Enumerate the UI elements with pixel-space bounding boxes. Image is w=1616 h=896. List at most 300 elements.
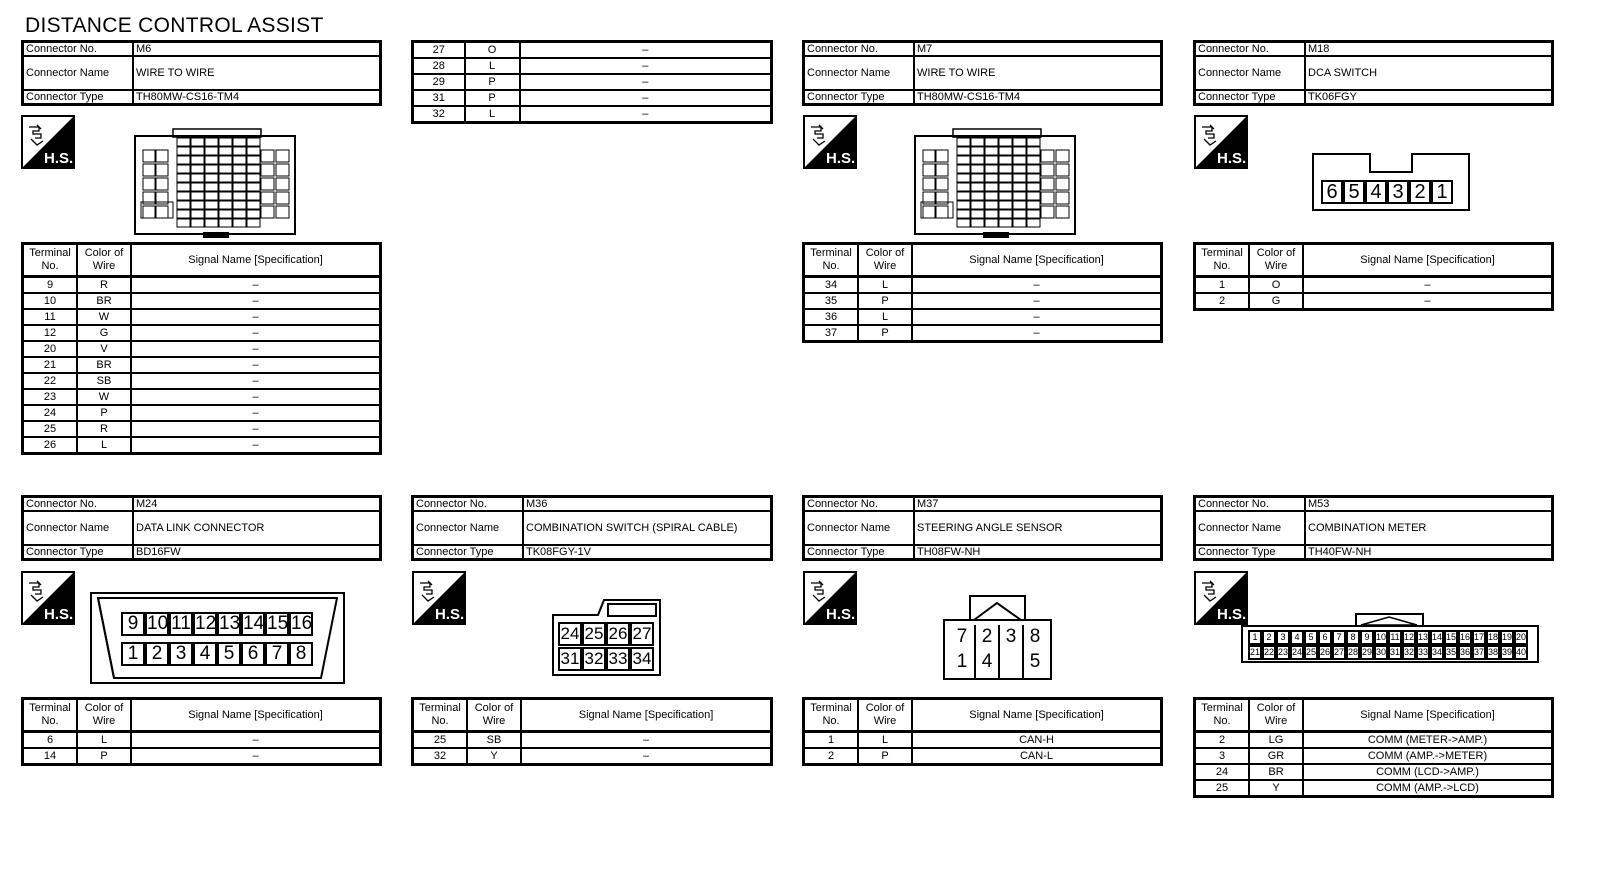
pin-cell: 16 xyxy=(1458,630,1472,645)
pin-row xyxy=(804,293,1162,309)
signal-name-cell: – xyxy=(131,732,381,749)
pin-cavity xyxy=(923,206,935,218)
pin-row xyxy=(950,650,1046,678)
pin-cell: 15 xyxy=(1444,630,1458,645)
pin-table xyxy=(802,242,1163,343)
connector-no-label: Connector No. xyxy=(804,42,915,57)
signal-name-cell: COMM (METER->AMP.) xyxy=(1303,732,1553,749)
pin-cavity xyxy=(177,219,190,227)
pin-cell: 33 xyxy=(606,647,630,671)
signal-name-cell: – xyxy=(520,90,772,106)
terminal-no-cell: 10 xyxy=(23,293,78,309)
pin-row xyxy=(23,357,381,373)
pin-cavity xyxy=(971,210,984,218)
pin-cell: 31 xyxy=(558,647,582,671)
pin-cavity xyxy=(261,206,274,218)
terminal-no-cell: 9 xyxy=(23,277,78,294)
pin-cell: 1 xyxy=(1248,630,1262,645)
wire-color-cell: L xyxy=(465,106,520,123)
pin-cell: 7 xyxy=(265,642,289,666)
pin-row xyxy=(804,277,1162,294)
wire-color-cell: SB xyxy=(467,732,521,749)
connector-m24-face-diagram xyxy=(90,592,345,684)
pin-cell: 27 xyxy=(1332,645,1346,660)
signal-name-cell: CAN-H xyxy=(912,732,1162,749)
pin-row xyxy=(1248,630,1528,645)
connector-name-value: COMBINATION METER xyxy=(1305,511,1553,545)
pin-cavity xyxy=(219,174,232,182)
connector-m7-panel xyxy=(802,40,1163,106)
pin-cavity xyxy=(205,165,218,173)
pin-cell: 16 xyxy=(291,613,313,634)
pin-cavity xyxy=(143,206,155,218)
pin-cavity xyxy=(985,138,998,146)
terminal-no-header: Terminal No. xyxy=(804,244,859,277)
pin-cavity xyxy=(936,164,948,176)
signal-name-header: Signal Name [Specification] xyxy=(1303,244,1553,277)
connector-header-table xyxy=(1193,40,1554,106)
terminal-no-header: Terminal No. xyxy=(1195,244,1250,277)
harness-side-svg xyxy=(23,117,73,167)
terminal-no-cell: 12 xyxy=(23,325,78,341)
wire-color-cell: BR xyxy=(77,357,131,373)
pin-cell: 29 xyxy=(1360,645,1374,660)
wire-color-cell: GR xyxy=(1249,748,1303,764)
pin-cavity xyxy=(156,178,168,190)
pin-cell: 28 xyxy=(1346,645,1360,660)
connector-type-label: Connector Type xyxy=(1195,90,1306,105)
pin-cavity xyxy=(1027,174,1040,182)
pin-cell: 4 xyxy=(974,650,998,678)
pin-cavity xyxy=(247,156,260,164)
connector-no-label: Connector No. xyxy=(1195,42,1306,57)
pin-row xyxy=(413,90,772,106)
terminal-no-cell: 2 xyxy=(1195,732,1250,749)
connector-no-label: Connector No. xyxy=(1195,497,1306,512)
pin-cavity xyxy=(985,219,998,227)
pin-cavity xyxy=(205,192,218,200)
pin-cell: 25 xyxy=(582,622,606,646)
terminal-no-header: Terminal No. xyxy=(413,699,468,732)
wire-color-cell: P xyxy=(465,90,520,106)
pin-row xyxy=(121,642,313,666)
terminal-no-cell: 24 xyxy=(1195,764,1250,780)
pin-cell: 34 xyxy=(630,647,654,671)
hs-label: H.S. xyxy=(1217,606,1246,623)
pin-cell: 3 xyxy=(169,642,193,666)
connector-type-value: TH80MW-CS16-TM4 xyxy=(133,90,381,105)
wire-color-cell: Y xyxy=(1249,780,1303,797)
connector-m37-panel xyxy=(802,495,1163,561)
pin-rows xyxy=(804,732,1162,765)
pin-cell: 12 xyxy=(1402,630,1416,645)
signal-name-cell: – xyxy=(131,748,381,765)
terminal-no-cell: 2 xyxy=(1195,293,1250,310)
pin-cavity xyxy=(219,156,232,164)
connector-m18-pin-table xyxy=(1193,242,1554,311)
connector-name-label: Connector Name xyxy=(804,511,915,545)
wire-color-cell: L xyxy=(858,309,912,325)
pin-cell: 24 xyxy=(558,622,582,646)
pin-cavity xyxy=(205,219,218,227)
harness-side-svg xyxy=(414,573,464,623)
connector-name-value: WIRE TO WIRE xyxy=(914,56,1162,90)
pin-cavity xyxy=(985,174,998,182)
pin-row xyxy=(1195,764,1553,780)
pin-cavity xyxy=(191,219,204,227)
pin-cavity xyxy=(1041,192,1054,204)
color-of-wire-header: Color of Wire xyxy=(77,244,131,277)
pin-cell: 27 xyxy=(630,622,654,646)
pin-cell: 40 xyxy=(1514,645,1528,660)
terminal-no-cell: 32 xyxy=(413,748,468,765)
pin-cavity xyxy=(233,165,246,173)
pin-cavity xyxy=(219,192,232,200)
connector-name-value: STEERING ANGLE SENSOR xyxy=(914,511,1162,545)
pin-row xyxy=(121,612,313,636)
harness-side-svg xyxy=(805,573,855,623)
pin-cavity xyxy=(1041,206,1054,218)
pin-row xyxy=(23,373,381,389)
pin-cell: 25 xyxy=(1304,645,1318,660)
pin-cavity xyxy=(276,192,289,204)
wire-color-cell: P xyxy=(77,748,131,765)
wire-color-cell: LG xyxy=(1249,732,1303,749)
pin-cavity xyxy=(219,147,232,155)
pin-cavity xyxy=(1013,174,1026,182)
pin-cavity xyxy=(957,201,970,209)
pin-cavity xyxy=(985,183,998,191)
pin-table xyxy=(21,697,382,766)
pin-rows xyxy=(23,732,381,765)
terminal-no-cell: 11 xyxy=(23,309,78,325)
connector-m36-panel xyxy=(411,495,773,561)
terminal-no-cell: 1 xyxy=(1195,277,1250,294)
harness-side-svg xyxy=(1196,573,1246,623)
pin-cavity xyxy=(276,164,289,176)
pin-cavity xyxy=(156,164,168,176)
pin-cell: 18 xyxy=(1486,630,1500,645)
connector-name-label: Connector Name xyxy=(23,511,134,545)
pin-row xyxy=(804,325,1162,342)
pin-cavity xyxy=(177,147,190,155)
pin-cell: 5 xyxy=(217,642,241,666)
pin-cavity xyxy=(957,156,970,164)
pin-cavity xyxy=(1013,165,1026,173)
pin-cavity xyxy=(191,156,204,164)
terminal-no-header: Terminal No. xyxy=(1195,699,1250,732)
pin-row xyxy=(804,748,1162,765)
pin-cavity xyxy=(957,174,970,182)
pin-cavity xyxy=(923,164,935,176)
pin-cell: 39 xyxy=(1500,645,1514,660)
connector-m36-face-diagram xyxy=(552,599,662,677)
pin-cavity xyxy=(1056,192,1069,204)
harness-side-svg xyxy=(805,117,855,167)
pin-cavity xyxy=(971,219,984,227)
pin-cavity xyxy=(247,192,260,200)
pin-row xyxy=(413,748,772,765)
wire-color-cell: BR xyxy=(77,293,131,309)
pin-cell: 23 xyxy=(1276,645,1290,660)
wire-color-cell: P xyxy=(465,74,520,90)
wire-color-cell: O xyxy=(465,42,520,59)
connector-m6-face-diagram xyxy=(133,128,300,236)
terminal-no-cell: 25 xyxy=(413,732,468,749)
pin-cavity xyxy=(999,147,1012,155)
pin-cavity xyxy=(1027,138,1040,146)
pin-row xyxy=(413,58,772,74)
wire-color-cell: R xyxy=(77,421,131,437)
pin-cavity xyxy=(205,174,218,182)
signal-name-cell: – xyxy=(131,341,381,357)
connector-no-value: M7 xyxy=(914,42,1162,57)
pin-cavity xyxy=(923,178,935,190)
connector-no-label: Connector No. xyxy=(23,42,134,57)
pin-cell: 31 xyxy=(1388,645,1402,660)
pin-cell: 32 xyxy=(582,647,606,671)
pin-cavity xyxy=(971,147,984,155)
pin-row xyxy=(413,74,772,90)
terminal-no-cell: 26 xyxy=(23,437,78,454)
pin-cavity xyxy=(177,174,190,182)
pin-cavity xyxy=(936,178,948,190)
connector-header-table xyxy=(802,495,1163,561)
terminal-no-cell: 32 xyxy=(413,106,465,123)
terminal-no-cell: 36 xyxy=(804,309,859,325)
pin-cavity xyxy=(177,210,190,218)
pin-row xyxy=(1195,732,1553,749)
pin-cavity xyxy=(205,210,218,218)
wire-color-cell: G xyxy=(77,325,131,341)
pin-cell: 12 xyxy=(195,613,217,634)
terminal-no-cell: 1 xyxy=(804,732,859,749)
connector-m6-panel xyxy=(21,40,382,106)
connector-name-label: Connector Name xyxy=(413,511,524,545)
pin-cavity xyxy=(191,201,204,209)
pin-cell: 11 xyxy=(1388,630,1402,645)
pin-cavity xyxy=(1013,219,1026,227)
connector-no-value: M36 xyxy=(523,497,772,512)
pin-cavity xyxy=(1027,210,1040,218)
pin-row xyxy=(23,309,381,325)
pin-cell: 8 xyxy=(1022,625,1046,653)
pin-table xyxy=(1193,242,1554,311)
pin-row xyxy=(23,325,381,341)
connector-type-value: TH40FW-NH xyxy=(1305,545,1553,560)
pin-cavity xyxy=(177,165,190,173)
harness-side-svg xyxy=(1196,117,1246,167)
pin-cavity xyxy=(936,206,948,218)
terminal-no-cell: 34 xyxy=(804,277,859,294)
pin-cell: 7 xyxy=(1332,630,1346,645)
pin-cavity xyxy=(971,183,984,191)
terminal-no-cell: 24 xyxy=(23,405,78,421)
color-of-wire-header: Color of Wire xyxy=(1249,699,1303,732)
pin-cavity xyxy=(1013,192,1026,200)
harness-side-svg xyxy=(23,573,73,623)
pin-cavity xyxy=(205,138,218,146)
color-of-wire-header: Color of Wire xyxy=(77,699,131,732)
pin-cell: 2 xyxy=(145,642,169,666)
pin-cell: 2 xyxy=(974,625,998,653)
pin-cavity xyxy=(999,183,1012,191)
pin-cavity xyxy=(191,210,204,218)
signal-name-cell: – xyxy=(521,732,772,749)
pin-cavity xyxy=(191,165,204,173)
pin-row xyxy=(23,389,381,405)
pin-cavity xyxy=(985,147,998,155)
connector-m53-pin-table xyxy=(1193,697,1554,798)
connector-m7-face-diagram xyxy=(913,128,1080,236)
pin-row xyxy=(804,732,1162,749)
connector-latch xyxy=(1369,153,1413,173)
wire-color-cell: L xyxy=(77,732,131,749)
connector-type-value: BD16FW xyxy=(133,545,381,560)
connector-no-value: M18 xyxy=(1305,42,1553,57)
terminal-no-header: Terminal No. xyxy=(23,244,78,277)
pin-row xyxy=(1195,293,1553,310)
pin-cell: 17 xyxy=(1472,630,1486,645)
pin-cavity xyxy=(143,164,155,176)
pin-cavity xyxy=(1027,219,1040,227)
pin-cavity xyxy=(247,138,260,146)
connector-m37-face-diagram xyxy=(943,595,1053,681)
pin-cavity xyxy=(999,156,1012,164)
pin-cavity xyxy=(1027,201,1040,209)
pin-cavity xyxy=(276,206,289,218)
connector-header-table xyxy=(802,40,1163,106)
connector-m36-pin-table xyxy=(411,697,773,766)
pin-cell: 5 xyxy=(1022,650,1046,678)
wire-color-cell: L xyxy=(465,58,520,74)
pin-cavity xyxy=(143,178,155,190)
connector-name-label: Connector Name xyxy=(1195,56,1306,90)
pin-cell: 36 xyxy=(1458,645,1472,660)
pin-cell: 5 xyxy=(1304,630,1318,645)
pin-cavity xyxy=(177,156,190,164)
pin-row xyxy=(23,437,381,454)
connector-type-label: Connector Type xyxy=(1195,545,1306,560)
signal-name-header: Signal Name [Specification] xyxy=(912,244,1162,277)
terminal-no-cell: 28 xyxy=(413,58,465,74)
pin-cell: 9 xyxy=(1360,630,1374,645)
wire-color-cell: Y xyxy=(467,748,521,765)
pin-cell: 2 xyxy=(1262,630,1276,645)
pin-row xyxy=(1195,780,1553,797)
pin-cavity xyxy=(261,192,274,204)
pin-cell: 13 xyxy=(219,613,241,634)
pin-cell: 14 xyxy=(1430,630,1444,645)
signal-name-cell: – xyxy=(131,357,381,373)
pin-cavity xyxy=(177,138,190,146)
pin-cavity xyxy=(957,219,970,227)
pin-cell: 4 xyxy=(1365,180,1387,204)
pin-cavity xyxy=(957,165,970,173)
pin-cavity xyxy=(1027,192,1040,200)
pin-cavity xyxy=(999,219,1012,227)
signal-name-cell: – xyxy=(912,277,1162,294)
connector-m53-panel xyxy=(1193,495,1554,561)
terminal-no-cell: 27 xyxy=(413,42,465,59)
pin-cavity xyxy=(957,147,970,155)
pin-cavity xyxy=(247,210,260,218)
pin-row xyxy=(413,732,772,749)
pin-cell: 4 xyxy=(193,642,217,666)
pin-cavity xyxy=(276,178,289,190)
hs-label: H.S. xyxy=(826,606,855,623)
pin-cavity xyxy=(971,165,984,173)
pin-cavity xyxy=(1013,138,1026,146)
harness-side-icon xyxy=(803,115,857,169)
pin-cavity xyxy=(1056,178,1069,190)
pin-cell: 14 xyxy=(243,613,265,634)
pin-cavity xyxy=(233,219,246,227)
signal-name-cell: COMM (AMP.->METER) xyxy=(1303,748,1553,764)
connector-type-value: TH08FW-NH xyxy=(914,545,1162,560)
harness-side-icon xyxy=(412,571,466,625)
connector-face-svg xyxy=(133,128,300,238)
signal-name-cell: – xyxy=(131,389,381,405)
wire-color-cell: O xyxy=(1249,277,1303,294)
signal-name-cell: – xyxy=(131,293,381,309)
wire-color-cell: BR xyxy=(1249,764,1303,780)
wire-color-cell: L xyxy=(858,732,912,749)
pin-cavity xyxy=(219,201,232,209)
signal-name-cell: – xyxy=(912,293,1162,309)
pin-cell: 3 xyxy=(998,625,1022,653)
pin-rows xyxy=(23,277,381,454)
hs-label: H.S. xyxy=(44,150,73,167)
signal-name-cell: – xyxy=(131,325,381,341)
pin-cavity xyxy=(1013,183,1026,191)
signal-name-header: Signal Name [Specification] xyxy=(131,244,381,277)
terminal-no-header: Terminal No. xyxy=(23,699,78,732)
pin-rows xyxy=(1195,277,1553,310)
terminal-no-cell: 37 xyxy=(804,325,859,342)
pin-cavity xyxy=(205,156,218,164)
color-of-wire-header: Color of Wire xyxy=(858,699,912,732)
connector-m18-face-diagram xyxy=(1312,153,1470,211)
pin-cavity xyxy=(985,192,998,200)
signal-name-cell: COMM (AMP.->LCD) xyxy=(1303,780,1553,797)
harness-side-icon xyxy=(21,571,75,625)
pin-cell: 10 xyxy=(147,613,169,634)
connector-no-value: M24 xyxy=(133,497,381,512)
signal-name-cell: – xyxy=(131,373,381,389)
pin-cavity xyxy=(1041,178,1054,190)
pin-cavity xyxy=(205,147,218,155)
pin-cell: 1 xyxy=(956,651,968,672)
connector-header-table xyxy=(21,495,382,561)
pin-cavity xyxy=(985,201,998,209)
connector-outline-svg xyxy=(92,594,343,682)
terminal-no-cell: 23 xyxy=(23,389,78,405)
pin-cavity xyxy=(1056,206,1069,218)
pin-cavity xyxy=(233,210,246,218)
pin-cavity xyxy=(985,156,998,164)
connector-m53-face-diagram xyxy=(1241,612,1539,663)
connector-m24-panel xyxy=(21,495,382,561)
wire-color-cell: P xyxy=(858,748,912,765)
pin-cavity xyxy=(247,147,260,155)
wire-color-cell: R xyxy=(77,277,131,294)
pin-rows xyxy=(1195,732,1553,797)
connector-m18-panel xyxy=(1193,40,1554,106)
pin-cavity xyxy=(191,174,204,182)
signal-name-cell: – xyxy=(520,74,772,90)
pin-cavity xyxy=(1013,210,1026,218)
